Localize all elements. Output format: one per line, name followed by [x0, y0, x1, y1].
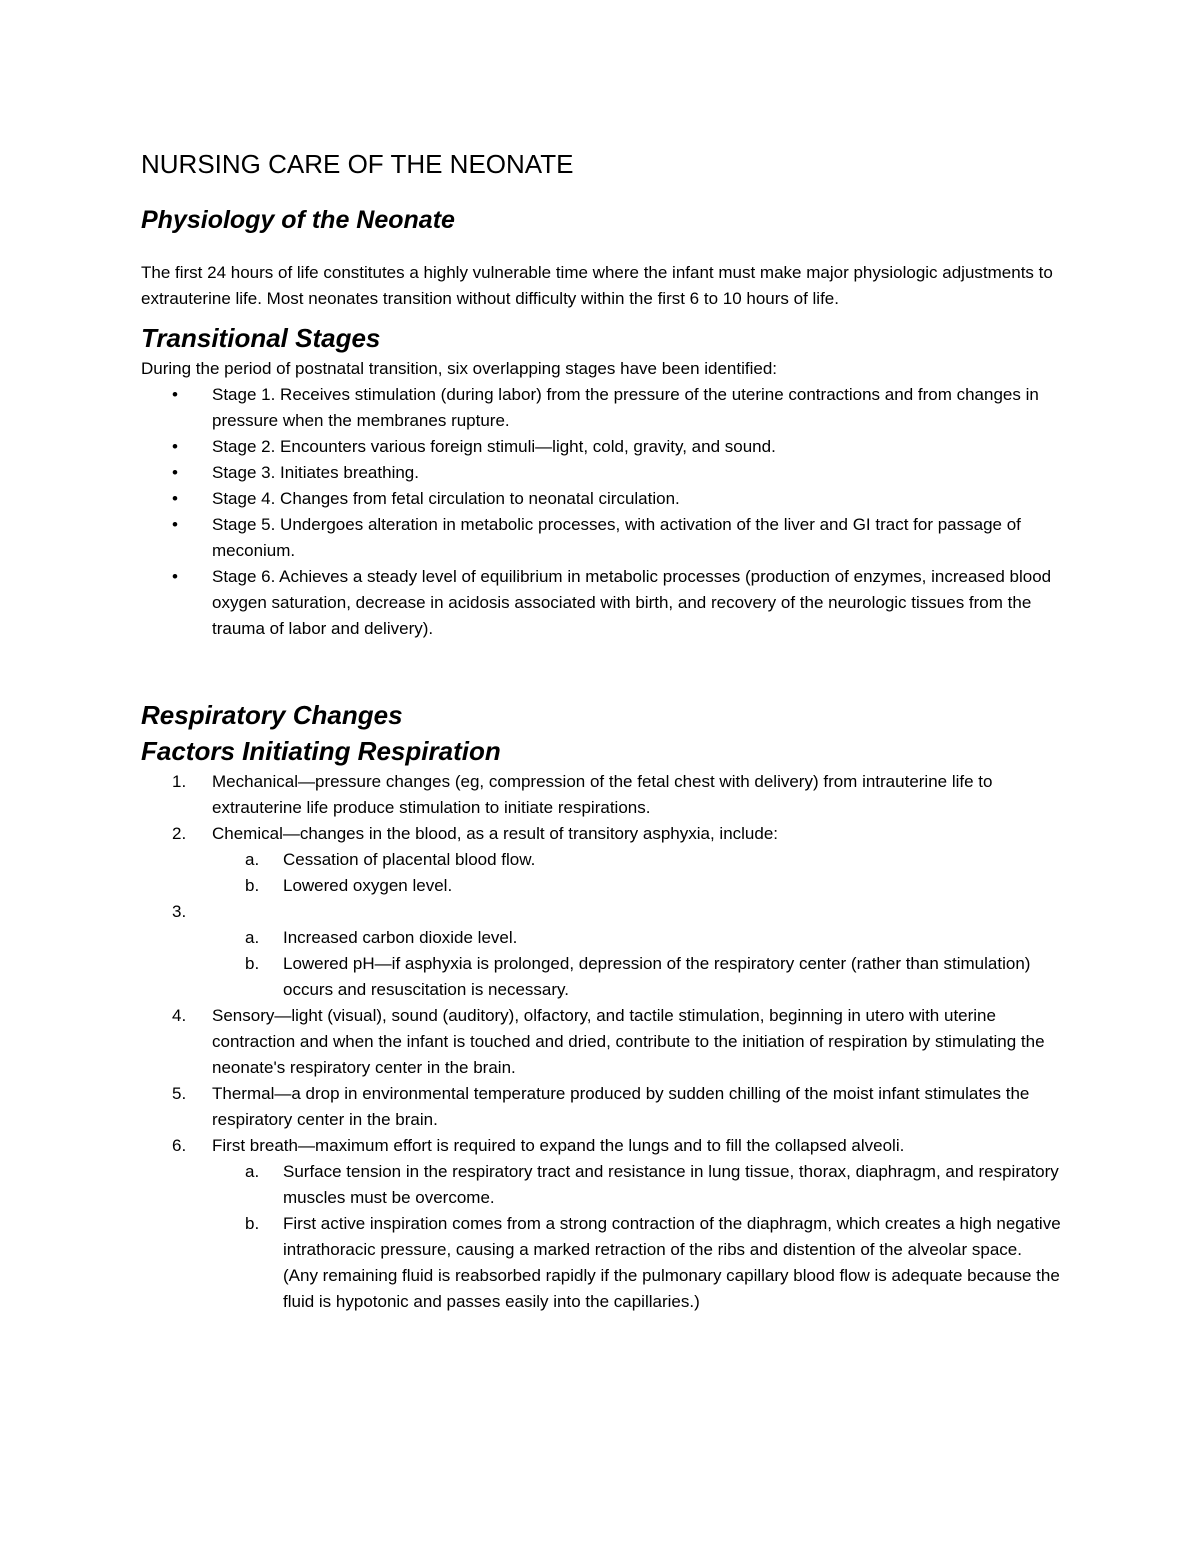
list-marker: 3. [172, 902, 187, 921]
sub-text: Increased carbon dioxide level. [283, 928, 518, 947]
sub-marker: a. [245, 850, 260, 869]
list-marker: 2. [172, 824, 187, 843]
bullet-icon: • [172, 515, 178, 534]
sub-item [141, 1211, 1061, 1315]
stage-text: Stage 3. Initiates breathing. [212, 463, 419, 482]
stage-text: Stage 5. Undergoes alteration in metabolic processes, with activation of the liver and GI tract for passage of meconium. [212, 515, 1021, 560]
factor-item [141, 899, 1061, 1003]
sub-marker: a. [245, 928, 260, 947]
factor-text: First breath—maximum effort is required to expand the lungs and to fill the collapsed alveoli. [212, 1136, 905, 1155]
stage-item [141, 460, 1061, 486]
sub-text: Surface tension in the respiratory tract and resistance in lung tissue, thorax, diaphragm, and respiratory muscles must be overcome. [283, 1162, 1059, 1207]
stage-text: Stage 4. Changes from fetal circulation to neonatal circulation. [212, 489, 680, 508]
list-marker: 6. [172, 1136, 187, 1155]
sub-item [141, 951, 1061, 1003]
sub-marker: a. [245, 1162, 260, 1181]
factor-text: Mechanical—pressure changes (eg, compression of the fetal chest with delivery) from intrauterine life to extrauterine life produce stimulation to initiate respirations. [212, 772, 993, 817]
respiratory-heading: Respiratory Changes [141, 700, 403, 730]
stage-item [141, 512, 1061, 564]
bullet-icon: • [172, 489, 178, 508]
sub-item [141, 873, 1061, 899]
factors-list [141, 769, 1061, 1315]
sub-text: Lowered oxygen level. [283, 876, 453, 895]
bullet-icon: • [172, 463, 178, 482]
stage-text: Stage 1. Receives stimulation (during labor) from the pressure of the uterine contractions and from changes in pressure when the membranes rupture. [212, 385, 1039, 430]
list-marker: 5. [172, 1084, 187, 1103]
factor-item [141, 1133, 1061, 1315]
sub-item [141, 847, 1061, 873]
document-body [141, 146, 1061, 1315]
bullet-icon: • [172, 567, 178, 586]
physiology-heading: Physiology of the Neonate [141, 206, 455, 234]
sub-marker: b. [245, 954, 260, 973]
sub-text: Cessation of placental blood flow. [283, 850, 536, 869]
sub-item [141, 925, 1061, 951]
list-marker: 1. [172, 772, 187, 791]
list-marker: 4. [172, 1006, 187, 1025]
bullet-icon: • [172, 385, 178, 404]
factors-heading: Factors Initiating Respiration [141, 736, 501, 766]
document-title: NURSING CARE OF THE NEONATE [141, 149, 574, 179]
section-gap [141, 642, 1061, 697]
bullet-icon: • [172, 437, 178, 456]
stage-text: Stage 2. Encounters various foreign stimuli—light, cold, gravity, and sound. [212, 437, 776, 456]
sub-text: First active inspiration comes from a strong contraction of the diaphragm, which creates a high negative intrathoracic pressure, causing a marked retraction of the ribs and distention of the alveolar space. (Any remaining fluid is reabsorbed rapidly if the pulmonary capillary blood flow is adequate because the fluid is hypotonic and passes easily into the capillaries.) [283, 1214, 1061, 1311]
factor-item [141, 769, 1061, 821]
physiology-paragraph: The first 24 hours of life constitutes a highly vulnerable time where the infant must make major physiologic adjustments to extrauterine life. Most neonates transition without difficulty within the first 6 to 10 hours of life. [141, 263, 1053, 308]
stage-text: Stage 6. Achieves a steady level of equilibrium in metabolic processes (production of enzymes, increased blood oxygen saturation, decrease in acidosis associated with birth, and recovery of the neurologic tissues from the trauma of labor and delivery). [212, 567, 1052, 638]
stages-list [141, 382, 1061, 642]
sub-item [141, 1159, 1061, 1211]
factor-text: Thermal—a drop in environmental temperature produced by sudden chilling of the moist infant stimulates the respiratory center in the brain. [212, 1084, 1030, 1129]
factor-item [141, 1003, 1061, 1081]
factor-text: Chemical—changes in the blood, as a result of transitory asphyxia, include: [212, 824, 779, 843]
stage-item [141, 434, 1061, 460]
stage-item [141, 382, 1061, 434]
factor-text [212, 899, 1061, 925]
sub-marker: b. [245, 876, 260, 895]
transitional-heading: Transitional Stages [141, 323, 381, 353]
stage-item [141, 486, 1061, 512]
factor-text: Sensory—light (visual), sound (auditory), olfactory, and tactile stimulation, beginning in utero with uterine contraction and when the infant is touched and dried, contribute to the initiation of respiration by stimulating the neonate's respiratory center in the brain. [212, 1006, 1045, 1077]
transitional-intro: During the period of postnatal transition, six overlapping stages have been identified: [141, 359, 778, 378]
sub-text: Lowered pH—if asphyxia is prolonged, depression of the respiratory center (rather than stimulation) occurs and resuscitation is necessary. [283, 954, 1031, 999]
sub-marker: b. [245, 1214, 260, 1233]
stage-item [141, 564, 1061, 642]
factor-item [141, 1081, 1061, 1133]
factor-item [141, 821, 1061, 899]
